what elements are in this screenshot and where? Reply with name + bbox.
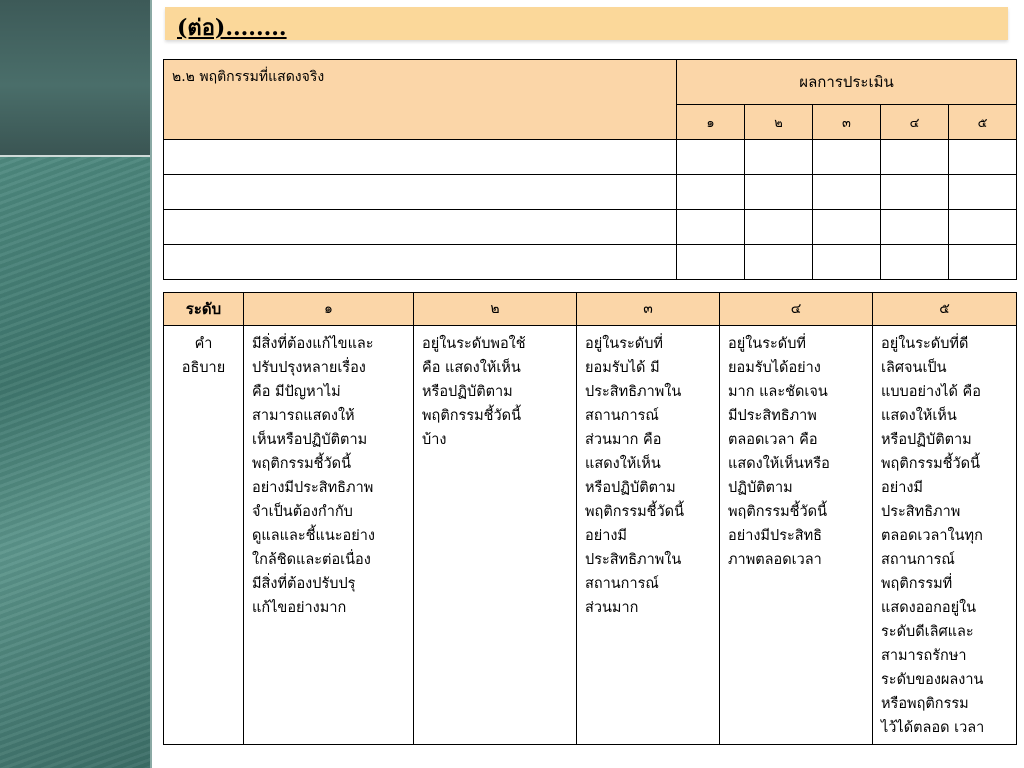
score-header: ๕	[949, 105, 1017, 140]
score-cell[interactable]	[881, 210, 949, 245]
score-cell[interactable]	[677, 140, 745, 175]
level-number: ๒	[414, 293, 577, 326]
level-description: อยู่ในระดับที่ ยอมรับได้ มี ประสิทธิภาพใน สถานการณ์ ส่วนมาก คือ แสดงให้เห็น หรือปฏิบัติตาม พฤติกรรมชี้วัดนี้ อย่างมี ประสิทธิภาพใน สถานการณ์ ส่วนมาก	[577, 326, 720, 745]
table-row	[164, 140, 1017, 175]
level-description: มีสิ่งที่ต้องแก้ไขและ ปรับปรุงหลายเรื่อง คือ มีปัญหาไม่ สามารถแสดงให้ เห็นหรือปฏิบัติตาม พฤติกรรมชี้วัดนี้ อย่างมีประสิทธิภาพ จำเป็นต้องกำกับ ดูแลและชี้แนะอย่าง ใกล้ชิดและต่อเนื่อง มีสิ่งที่ต้องปรับปรุ แก้ไขอย่างมาก	[244, 326, 414, 745]
side-panel-top	[0, 0, 150, 155]
score-cell[interactable]	[949, 210, 1017, 245]
level-description: อยู่ในระดับที่ดี เลิศจนเป็น แบบอย่างได้ คือ แสดงให้เห็น หรือปฏิบัติตาม พฤติกรรมชี้วัดนี้ อย่างมี ประสิทธิภาพ ตลอดเวลาในทุก สถานการณ์ พฤติกรรมที่ แสดงออกอยู่ใน ระดับดีเลิศและ สามารถรักษา ระดับของผลงาน หรือพฤติกรรม ไว้ได้ตลอด เวลา	[873, 326, 1017, 745]
score-cell[interactable]	[813, 140, 881, 175]
level-number: ๓	[577, 293, 720, 326]
level-header: ระดับ	[164, 293, 244, 326]
score-cell[interactable]	[881, 175, 949, 210]
behavior-cell[interactable]	[164, 210, 677, 245]
behavior-cell[interactable]	[164, 245, 677, 280]
level-number: ๕	[873, 293, 1017, 326]
table-row	[164, 210, 1017, 245]
score-header: ๔	[881, 105, 949, 140]
page-title: (ต่อ)........	[177, 15, 287, 41]
score-header: ๒	[745, 105, 813, 140]
behavior-header: ๒.๒ พฤติกรรมที่แสดงจริง	[164, 60, 677, 140]
level-number: ๔	[720, 293, 873, 326]
score-cell[interactable]	[745, 175, 813, 210]
score-cell[interactable]	[881, 140, 949, 175]
score-cell[interactable]	[949, 140, 1017, 175]
score-cell[interactable]	[677, 245, 745, 280]
table-row	[164, 175, 1017, 210]
score-cell[interactable]	[881, 245, 949, 280]
score-cell[interactable]	[745, 245, 813, 280]
level-description: อยู่ในระดับพอใช้ คือ แสดงให้เห็น หรือปฏิบัติตาม พฤติกรรมชี้วัดนี้ บ้าง	[414, 326, 577, 745]
score-header: ๑	[677, 105, 745, 140]
score-header: ๓	[813, 105, 881, 140]
description-label: คำ อธิบาย	[164, 326, 244, 745]
score-cell[interactable]	[677, 210, 745, 245]
table-row	[164, 245, 1017, 280]
level-description-table	[163, 292, 1017, 745]
title-banner	[165, 7, 1008, 40]
side-panel-edge	[150, 0, 152, 768]
score-cell[interactable]	[677, 175, 745, 210]
evaluation-header: ผลการประเมิน	[677, 60, 1017, 105]
behavior-cell[interactable]	[164, 175, 677, 210]
score-cell[interactable]	[745, 140, 813, 175]
score-cell[interactable]	[813, 245, 881, 280]
score-cell[interactable]	[745, 210, 813, 245]
score-cell[interactable]	[813, 175, 881, 210]
behavior-evaluation-table	[163, 59, 1017, 280]
score-cell[interactable]	[949, 175, 1017, 210]
level-number: ๑	[244, 293, 414, 326]
score-cell[interactable]	[813, 210, 881, 245]
behavior-cell[interactable]	[164, 140, 677, 175]
side-panel-bottom	[0, 157, 150, 768]
score-cell[interactable]	[949, 245, 1017, 280]
level-description: อยู่ในระดับที่ ยอมรับได้อย่าง มาก และชัดเจน มีประสิทธิภาพ ตลอดเวลา คือ แสดงให้เห็นหรือ ปฏิบัติตาม พฤติกรรมชี้วัดนี้ อย่างมีประสิทธิ ภาพตลอดเวลา	[720, 326, 873, 745]
